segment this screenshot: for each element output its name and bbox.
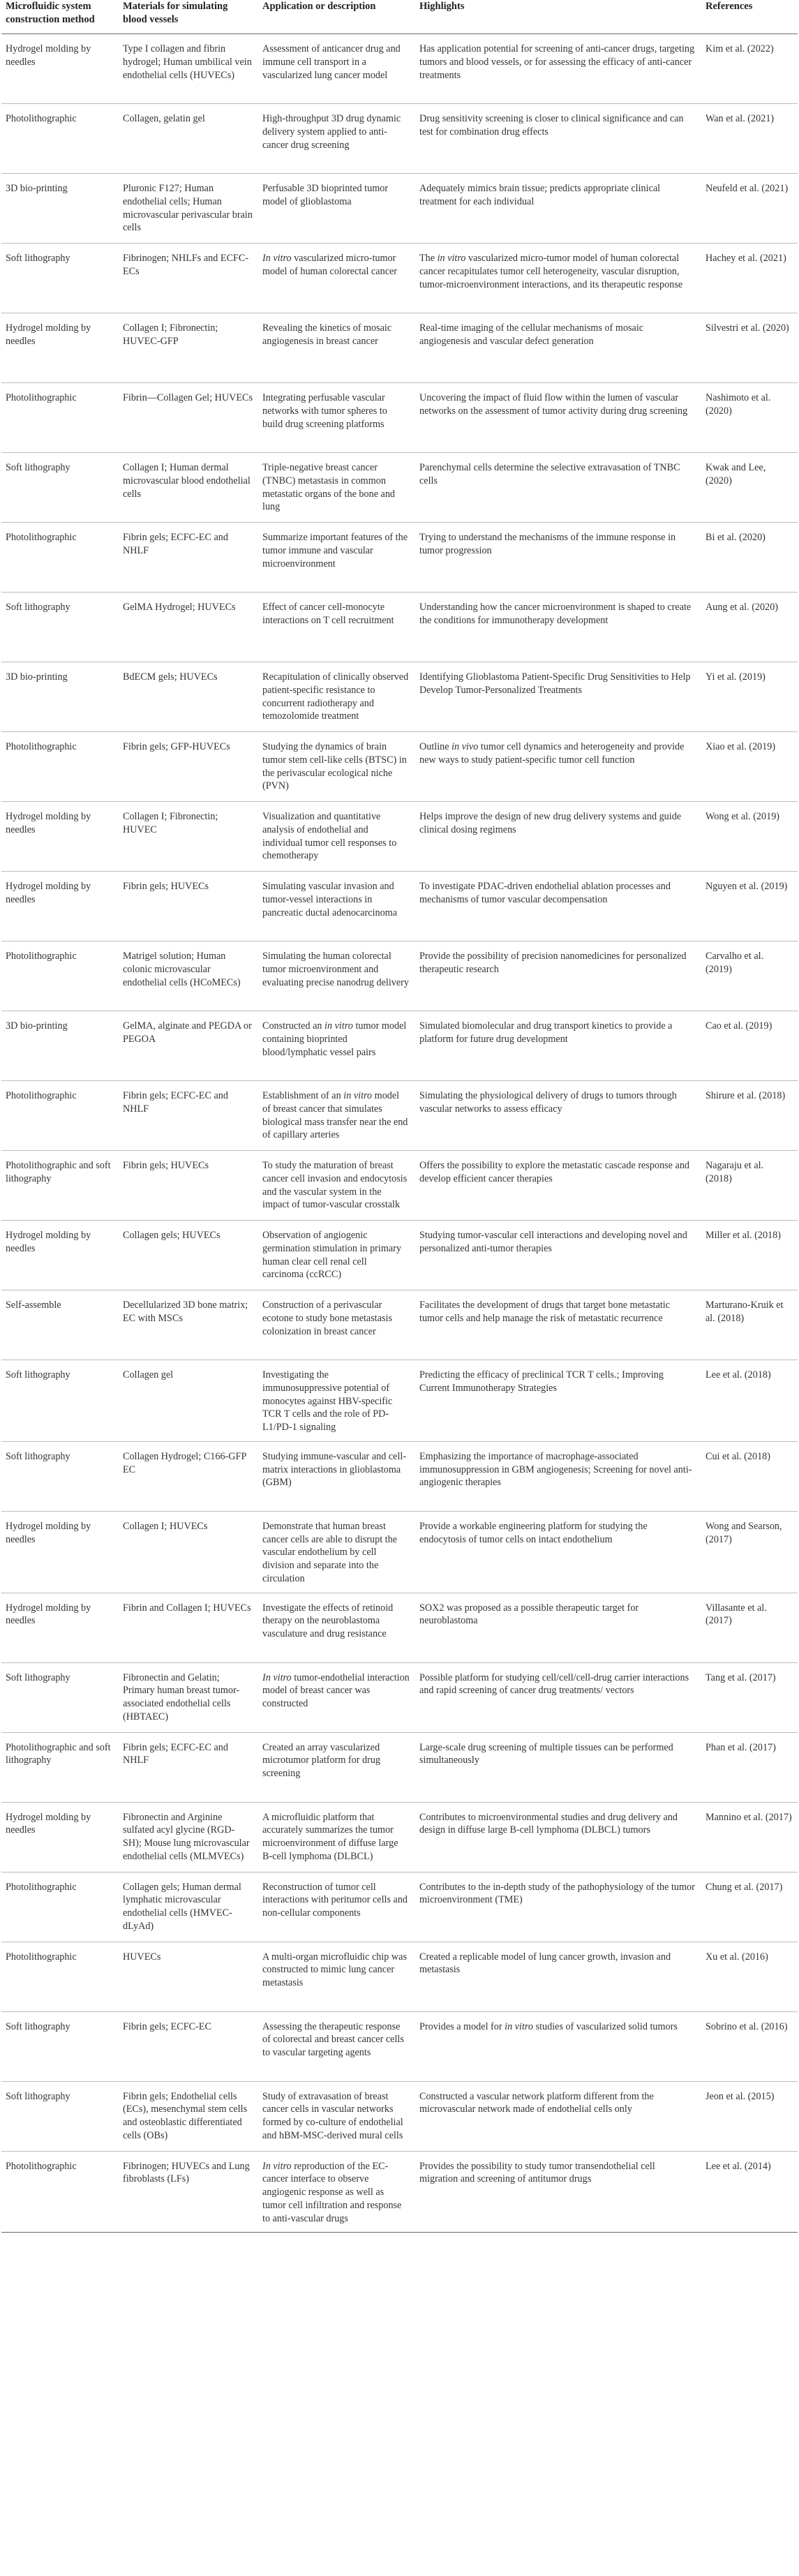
table-row <box>1 104 798 174</box>
cell-materials: Fibronectin and Gelatin; Primary human breast tumor-associated endothelial cells (HBTAEC) <box>119 1662 258 1732</box>
cell-application: High-throughput 3D drug dynamic delivery system applied to anti-cancer drug screening <box>258 104 415 174</box>
cell-method: Photolithographic <box>1 941 119 1011</box>
cell-reference: Kwak and Lee, (2020) <box>701 453 798 523</box>
cell-reference: Marturano-Kruik et al. (2018) <box>701 1290 798 1360</box>
table-row <box>1 1802 798 1872</box>
cell-materials: Fibrin gels; Endothelial cells (ECs), mesenchymal stem cells and osteoblastic differentiated cells (OBs) <box>119 2081 258 2151</box>
table-row <box>1 2011 798 2081</box>
cell-application: Effect of cancer cell-monocyte interactions on T cell recruitment <box>258 593 415 662</box>
cell-reference: Nagaraju et al. (2018) <box>701 1151 798 1221</box>
cell-reference: Cui et al. (2018) <box>701 1441 798 1511</box>
cell-application: Investigate the effects of retinoid therapy on the neuroblastoma vasculature and drug resistance <box>258 1593 415 1662</box>
cell-method: 3D bio-printing <box>1 662 119 732</box>
table-row <box>1 941 798 1011</box>
cell-reference: Chung et al. (2017) <box>701 1872 798 1942</box>
cell-application: A microfluidic platform that accurately summarizes the tumor microenvironment of diffuse large B-cell lymphoma (DLBCL) <box>258 1802 415 1872</box>
table-row <box>1 872 798 941</box>
table-row <box>1 1662 798 1732</box>
cell-reference: Phan et al. (2017) <box>701 1732 798 1802</box>
cell-reference: Wong and Searson, (2017) <box>701 1511 798 1593</box>
cell-application: Establishment of an in vitro model of breast cancer that simulates biological mass transfer near the end of capillary arteries <box>258 1081 415 1151</box>
table-row <box>1 174 798 244</box>
cell-highlights: Provides a model for in vitro studies of vascularized solid tumors <box>415 2011 701 2081</box>
cell-materials: Fibrin gels; GFP-HUVECs <box>119 732 258 802</box>
cell-method: Hydrogel molding by needles <box>1 802 119 872</box>
cell-reference: Yi et al. (2019) <box>701 662 798 732</box>
cell-highlights: Trying to understand the mechanisms of the immune response in tumor progression <box>415 523 701 593</box>
cell-application: Studying the dynamics of brain tumor stem cell-like cells (BTSC) in the perivascular ecological niche (PVN) <box>258 732 415 802</box>
cell-application: Observation of angiogenic germination stimulation in primary human clear cell renal cell carcinoma (ccRCC) <box>258 1221 415 1290</box>
table-row <box>1 732 798 802</box>
table-row <box>1 2081 798 2151</box>
cell-materials: Type I collagen and fibrin hydrogel; Human umbilical vein endothelial cells (HUVECs) <box>119 34 258 104</box>
cell-reference: Tang et al. (2017) <box>701 1662 798 1732</box>
table-row <box>1 313 798 383</box>
cell-materials: Fibrin gels; HUVECs <box>119 872 258 941</box>
cell-method: Soft lithography <box>1 1360 119 1442</box>
cell-highlights: Parenchymal cells determine the selective extravasation of TNBC cells <box>415 453 701 523</box>
cell-reference: Miller et al. (2018) <box>701 1221 798 1290</box>
cell-materials: Collagen gel <box>119 1360 258 1442</box>
table-row <box>1 383 798 453</box>
cell-method: Soft lithography <box>1 2081 119 2151</box>
cell-materials: Matrigel solution; Human colonic microvascular endothelial cells (HCoMECs) <box>119 941 258 1011</box>
header-references: References <box>701 0 798 34</box>
cell-method: Photolithographic <box>1 2151 119 2233</box>
microfluidic-systems-table <box>1 0 798 2233</box>
cell-method: Photolithographic and soft lithography <box>1 1151 119 1221</box>
cell-highlights: Provide the possibility of precision nanomedicines for personalized therapeutic research <box>415 941 701 1011</box>
cell-application: In vitro tumor-endothelial interaction model of breast cancer was constructed <box>258 1662 415 1732</box>
cell-reference: Xiao et al. (2019) <box>701 732 798 802</box>
cell-method: Photolithographic <box>1 1081 119 1151</box>
cell-materials: BdECM gels; HUVECs <box>119 662 258 732</box>
cell-method: Self-assemble <box>1 1290 119 1360</box>
cell-reference: Jeon et al. (2015) <box>701 2081 798 2151</box>
cell-materials: Collagen gels; HUVECs <box>119 1221 258 1290</box>
cell-materials: Collagen gels; Human dermal lymphatic microvascular endothelial cells (HMVEC-dLyAd) <box>119 1872 258 1942</box>
cell-highlights: Drug sensitivity screening is closer to clinical significance and can test for combination drug effects <box>415 104 701 174</box>
cell-method: Hydrogel molding by needles <box>1 872 119 941</box>
cell-method: Hydrogel molding by needles <box>1 1802 119 1872</box>
cell-materials: Fibrinogen; NHLFs and ECFC-ECs <box>119 244 258 313</box>
cell-reference: Nashimoto et al. (2020) <box>701 383 798 453</box>
cell-reference: Wan et al. (2021) <box>701 104 798 174</box>
cell-materials: Collagen Hydrogel; C166-GFP EC <box>119 1441 258 1511</box>
cell-reference: Shirure et al. (2018) <box>701 1081 798 1151</box>
cell-application: Created an array vascularized microtumor platform for drug screening <box>258 1732 415 1802</box>
cell-materials: Fibronectin and Arginine sulfated acyl glycine (RGD-SH); Mouse lung microvascular endothelial cells (MLMVECs) <box>119 1802 258 1872</box>
cell-method: Photolithographic <box>1 1942 119 2011</box>
cell-materials: Fibrinogen; HUVECs and Lung fibroblasts (LFs) <box>119 2151 258 2233</box>
table-row <box>1 1151 798 1221</box>
cell-highlights: The in vitro vascularized micro-tumor model of human colorectal cancer recapitulates tumor cell heterogeneity, vascular disruption, tumor-microenvironment interactions, and its therapeutic response <box>415 244 701 313</box>
cell-reference: Neufeld et al. (2021) <box>701 174 798 244</box>
header-application: Application or description <box>258 0 415 34</box>
cell-method: Photolithographic <box>1 1872 119 1942</box>
cell-highlights: Real-time imaging of the cellular mechanisms of mosaic angiogenesis and vascular defect generation <box>415 313 701 383</box>
table-row <box>1 802 798 872</box>
table-row <box>1 662 798 732</box>
cell-reference: Carvalho et al. (2019) <box>701 941 798 1011</box>
cell-method: Soft lithography <box>1 453 119 523</box>
cell-reference: Villasante et al. (2017) <box>701 1593 798 1662</box>
table-row <box>1 2151 798 2233</box>
cell-application: Constructed an in vitro tumor model containing bioprinted blood/lymphatic vessel pairs <box>258 1011 415 1081</box>
cell-reference: Kim et al. (2022) <box>701 34 798 104</box>
cell-application: Triple-negative breast cancer (TNBC) metastasis in common metastatic organs of the bone and lung <box>258 453 415 523</box>
cell-reference: Wong et al. (2019) <box>701 802 798 872</box>
cell-materials: Decellularized 3D bone matrix; EC with MSCs <box>119 1290 258 1360</box>
cell-application: To study the maturation of breast cancer cell invasion and endocytosis and the vascular system in the impact of tumor-vascular crosstalk <box>258 1151 415 1221</box>
cell-method: Photolithographic and soft lithography <box>1 1732 119 1802</box>
cell-method: Hydrogel molding by needles <box>1 313 119 383</box>
cell-reference: Nguyen et al. (2019) <box>701 872 798 941</box>
cell-reference: Silvestri et al. (2020) <box>701 313 798 383</box>
table-row <box>1 1081 798 1151</box>
cell-method: Soft lithography <box>1 1662 119 1732</box>
header-highlights: Highlights <box>415 0 701 34</box>
cell-highlights: Helps improve the design of new drug delivery systems and guide clinical dosing regimens <box>415 802 701 872</box>
cell-materials: Fibrin gels; HUVECs <box>119 1151 258 1221</box>
cell-application: Assessing the therapeutic response of colorectal and breast cancer cells to vascular targeting agents <box>258 2011 415 2081</box>
table-header <box>1 0 798 34</box>
cell-application: Assessment of anticancer drug and immune cell transport in a vascularized lung cancer model <box>258 34 415 104</box>
cell-reference: Lee et al. (2014) <box>701 2151 798 2233</box>
table-row <box>1 1872 798 1942</box>
table-row <box>1 1732 798 1802</box>
cell-highlights: Provides the possibility to study tumor transendothelial cell migration and screening of antitumor drugs <box>415 2151 701 2233</box>
cell-application: Studying immune-vascular and cell-matrix interactions in glioblastoma (GBM) <box>258 1441 415 1511</box>
cell-application: A multi-organ microfluidic chip was constructed to mimic lung cancer metastasis <box>258 1942 415 2011</box>
table-row <box>1 593 798 662</box>
cell-reference: Aung et al. (2020) <box>701 593 798 662</box>
cell-materials: Fibrin gels; ECFC-EC and NHLF <box>119 1081 258 1151</box>
cell-materials: Collagen, gelatin gel <box>119 104 258 174</box>
table-body <box>1 34 798 2233</box>
table-row <box>1 523 798 593</box>
cell-materials: Fibrin and Collagen I; HUVECs <box>119 1593 258 1662</box>
cell-highlights: Studying tumor-vascular cell interactions and developing novel and personalized anti-tumor therapies <box>415 1221 701 1290</box>
cell-highlights: Large-scale drug screening of multiple tissues can be performed simultaneously <box>415 1732 701 1802</box>
table-row <box>1 1360 798 1442</box>
cell-method: Photolithographic <box>1 104 119 174</box>
cell-highlights: Contributes to microenvironmental studies and drug delivery and design in diffuse large B-cell lymphoma (DLBCL) tumors <box>415 1802 701 1872</box>
cell-highlights: Simulated biomolecular and drug transport kinetics to provide a platform for future drug development <box>415 1011 701 1081</box>
cell-highlights: Emphasizing the importance of macrophage-associated immunosuppression in GBM angiogenesis; Screening for novel anti-angiogenic therapies <box>415 1441 701 1511</box>
table-row <box>1 1221 798 1290</box>
cell-highlights: Simulating the physiological delivery of drugs to tumors through vascular networks to assess efficacy <box>415 1081 701 1151</box>
cell-highlights: Created a replicable model of lung cancer growth, invasion and metastasis <box>415 1942 701 2011</box>
table-row <box>1 34 798 104</box>
cell-highlights: Constructed a vascular network platform different from the microvascular network made of endothelial cells only <box>415 2081 701 2151</box>
cell-materials: HUVECs <box>119 1942 258 2011</box>
cell-application: Investigating the immunosuppressive potential of monocytes against HBV-specific TCR T cells and the role of PD-L1/PD-1 signaling <box>258 1360 415 1442</box>
cell-reference: Bi et al. (2020) <box>701 523 798 593</box>
table-row <box>1 1593 798 1662</box>
cell-materials: GelMA Hydrogel; HUVECs <box>119 593 258 662</box>
cell-highlights: Understanding how the cancer microenvironment is shaped to create the conditions for immunotherapy development <box>415 593 701 662</box>
cell-materials: Collagen I; HUVECs <box>119 1511 258 1593</box>
cell-method: 3D bio-printing <box>1 1011 119 1081</box>
cell-reference: Cao et al. (2019) <box>701 1011 798 1081</box>
header-method: Microfluidic system construction method <box>1 0 119 34</box>
cell-highlights: Identifying Glioblastoma Patient-Specific Drug Sensitivities to Help Develop Tumor-Personalized Treatments <box>415 662 701 732</box>
cell-application: Demonstrate that human breast cancer cells are able to disrupt the vascular endothelium by cell division and separate into the circulation <box>258 1511 415 1593</box>
cell-application: Construction of a perivascular ecotone to study bone metastasis colonization in breast cancer <box>258 1290 415 1360</box>
cell-method: Soft lithography <box>1 244 119 313</box>
table-row <box>1 453 798 523</box>
cell-method: Photolithographic <box>1 732 119 802</box>
cell-highlights: Predicting the efficacy of preclinical TCR T cells.; Improving Current Immunotherapy Strategies <box>415 1360 701 1442</box>
table-row <box>1 1441 798 1511</box>
cell-highlights: Facilitates the development of drugs that target bone metastatic tumor cells and help manage the risk of metastatic recurrence <box>415 1290 701 1360</box>
cell-materials: Pluronic F127; Human endothelial cells; Human microvascular perivascular brain cells <box>119 174 258 244</box>
cell-reference: Hachey et al. (2021) <box>701 244 798 313</box>
cell-reference: Sobrino et al. (2016) <box>701 2011 798 2081</box>
cell-method: Hydrogel molding by needles <box>1 34 119 104</box>
cell-materials: Collagen I; Fibronectin; HUVEC-GFP <box>119 313 258 383</box>
header-row <box>1 0 798 34</box>
cell-method: Soft lithography <box>1 2011 119 2081</box>
cell-application: In vitro vascularized micro-tumor model of human colorectal cancer <box>258 244 415 313</box>
cell-application: Integrating perfusable vascular networks with tumor spheres to build drug screening platforms <box>258 383 415 453</box>
cell-method: Soft lithography <box>1 1441 119 1511</box>
cell-highlights: Contributes to the in-depth study of the pathophysiology of the tumor microenvironment (TME) <box>415 1872 701 1942</box>
cell-materials: GelMA, alginate and PEGDA or PEGOA <box>119 1011 258 1081</box>
table-row <box>1 1290 798 1360</box>
table-row <box>1 1011 798 1081</box>
cell-application: Simulating vascular invasion and tumor-vessel interactions in pancreatic ductal adenocarcinoma <box>258 872 415 941</box>
table-row <box>1 1511 798 1593</box>
cell-application: Study of extravasation of breast cancer cells in vascular networks formed by co-culture of endothelial and hBM-MSC-derived mural cells <box>258 2081 415 2151</box>
cell-application: Recapitulation of clinically observed patient-specific resistance to concurrent radiotherapy and temozolomide treatment <box>258 662 415 732</box>
cell-highlights: Possible platform for studying cell/cell/cell-drug carrier interactions and rapid screening of cancer drug treatments/ vectors <box>415 1662 701 1732</box>
cell-method: 3D bio-printing <box>1 174 119 244</box>
cell-reference: Lee et al. (2018) <box>701 1360 798 1442</box>
cell-application: Revealing the kinetics of mosaic angiogenesis in breast cancer <box>258 313 415 383</box>
cell-highlights: SOX2 was proposed as a possible therapeutic target for neuroblastoma <box>415 1593 701 1662</box>
cell-materials: Collagen I; Human dermal microvascular blood endothelial cells <box>119 453 258 523</box>
cell-materials: Fibrin—Collagen Gel; HUVECs <box>119 383 258 453</box>
cell-application: Simulating the human colorectal tumor microenvironment and evaluating precise nanodrug delivery <box>258 941 415 1011</box>
cell-reference: Xu et al. (2016) <box>701 1942 798 2011</box>
table-row <box>1 244 798 313</box>
cell-application: Visualization and quantitative analysis of endothelial and individual tumor cell responses to chemotherapy <box>258 802 415 872</box>
cell-method: Photolithographic <box>1 383 119 453</box>
cell-highlights: Adequately mimics brain tissue; predicts appropriate clinical treatment for each individual <box>415 174 701 244</box>
cell-materials: Fibrin gels; ECFC-EC and NHLF <box>119 1732 258 1802</box>
cell-application: Perfusable 3D bioprinted tumor model of glioblastoma <box>258 174 415 244</box>
table-row <box>1 1942 798 2011</box>
cell-reference: Mannino et al. (2017) <box>701 1802 798 1872</box>
header-materials: Materials for simulating blood vessels <box>119 0 258 34</box>
cell-highlights: To investigate PDAC-driven endothelial ablation processes and mechanisms of tumor vascular decompensation <box>415 872 701 941</box>
cell-application: In vitro reproduction of the EC-cancer interface to observe angiogenic response as well as tumor cell infiltration and response to anti-vascular drugs <box>258 2151 415 2233</box>
cell-materials: Fibrin gels; ECFC-EC and NHLF <box>119 523 258 593</box>
cell-method: Hydrogel molding by needles <box>1 1593 119 1662</box>
cell-method: Soft lithography <box>1 593 119 662</box>
cell-method: Hydrogel molding by needles <box>1 1511 119 1593</box>
cell-materials: Fibrin gels; ECFC-EC <box>119 2011 258 2081</box>
cell-highlights: Outline in vivo tumor cell dynamics and heterogeneity and provide new ways to study patient-specific tumor cell function <box>415 732 701 802</box>
cell-highlights: Offers the possibility to explore the metastatic cascade response and develop efficient cancer therapies <box>415 1151 701 1221</box>
cell-materials: Collagen I; Fibronectin; HUVEC <box>119 802 258 872</box>
cell-highlights: Uncovering the impact of fluid flow within the lumen of vascular networks on the assessment of tumor activity during drug screening <box>415 383 701 453</box>
cell-highlights: Has application potential for screening of anti-cancer drugs, targeting tumors and blood vessels, or for assessing the efficacy of anti-cancer treatments <box>415 34 701 104</box>
cell-method: Photolithographic <box>1 523 119 593</box>
cell-application: Summarize important features of the tumor immune and vascular microenvironment <box>258 523 415 593</box>
cell-method: Hydrogel molding by needles <box>1 1221 119 1290</box>
cell-highlights: Provide a workable engineering platform for studying the endocytosis of tumor cells on intact endothelium <box>415 1511 701 1593</box>
cell-application: Reconstruction of tumor cell interactions with peritumor cells and non-cellular components <box>258 1872 415 1942</box>
